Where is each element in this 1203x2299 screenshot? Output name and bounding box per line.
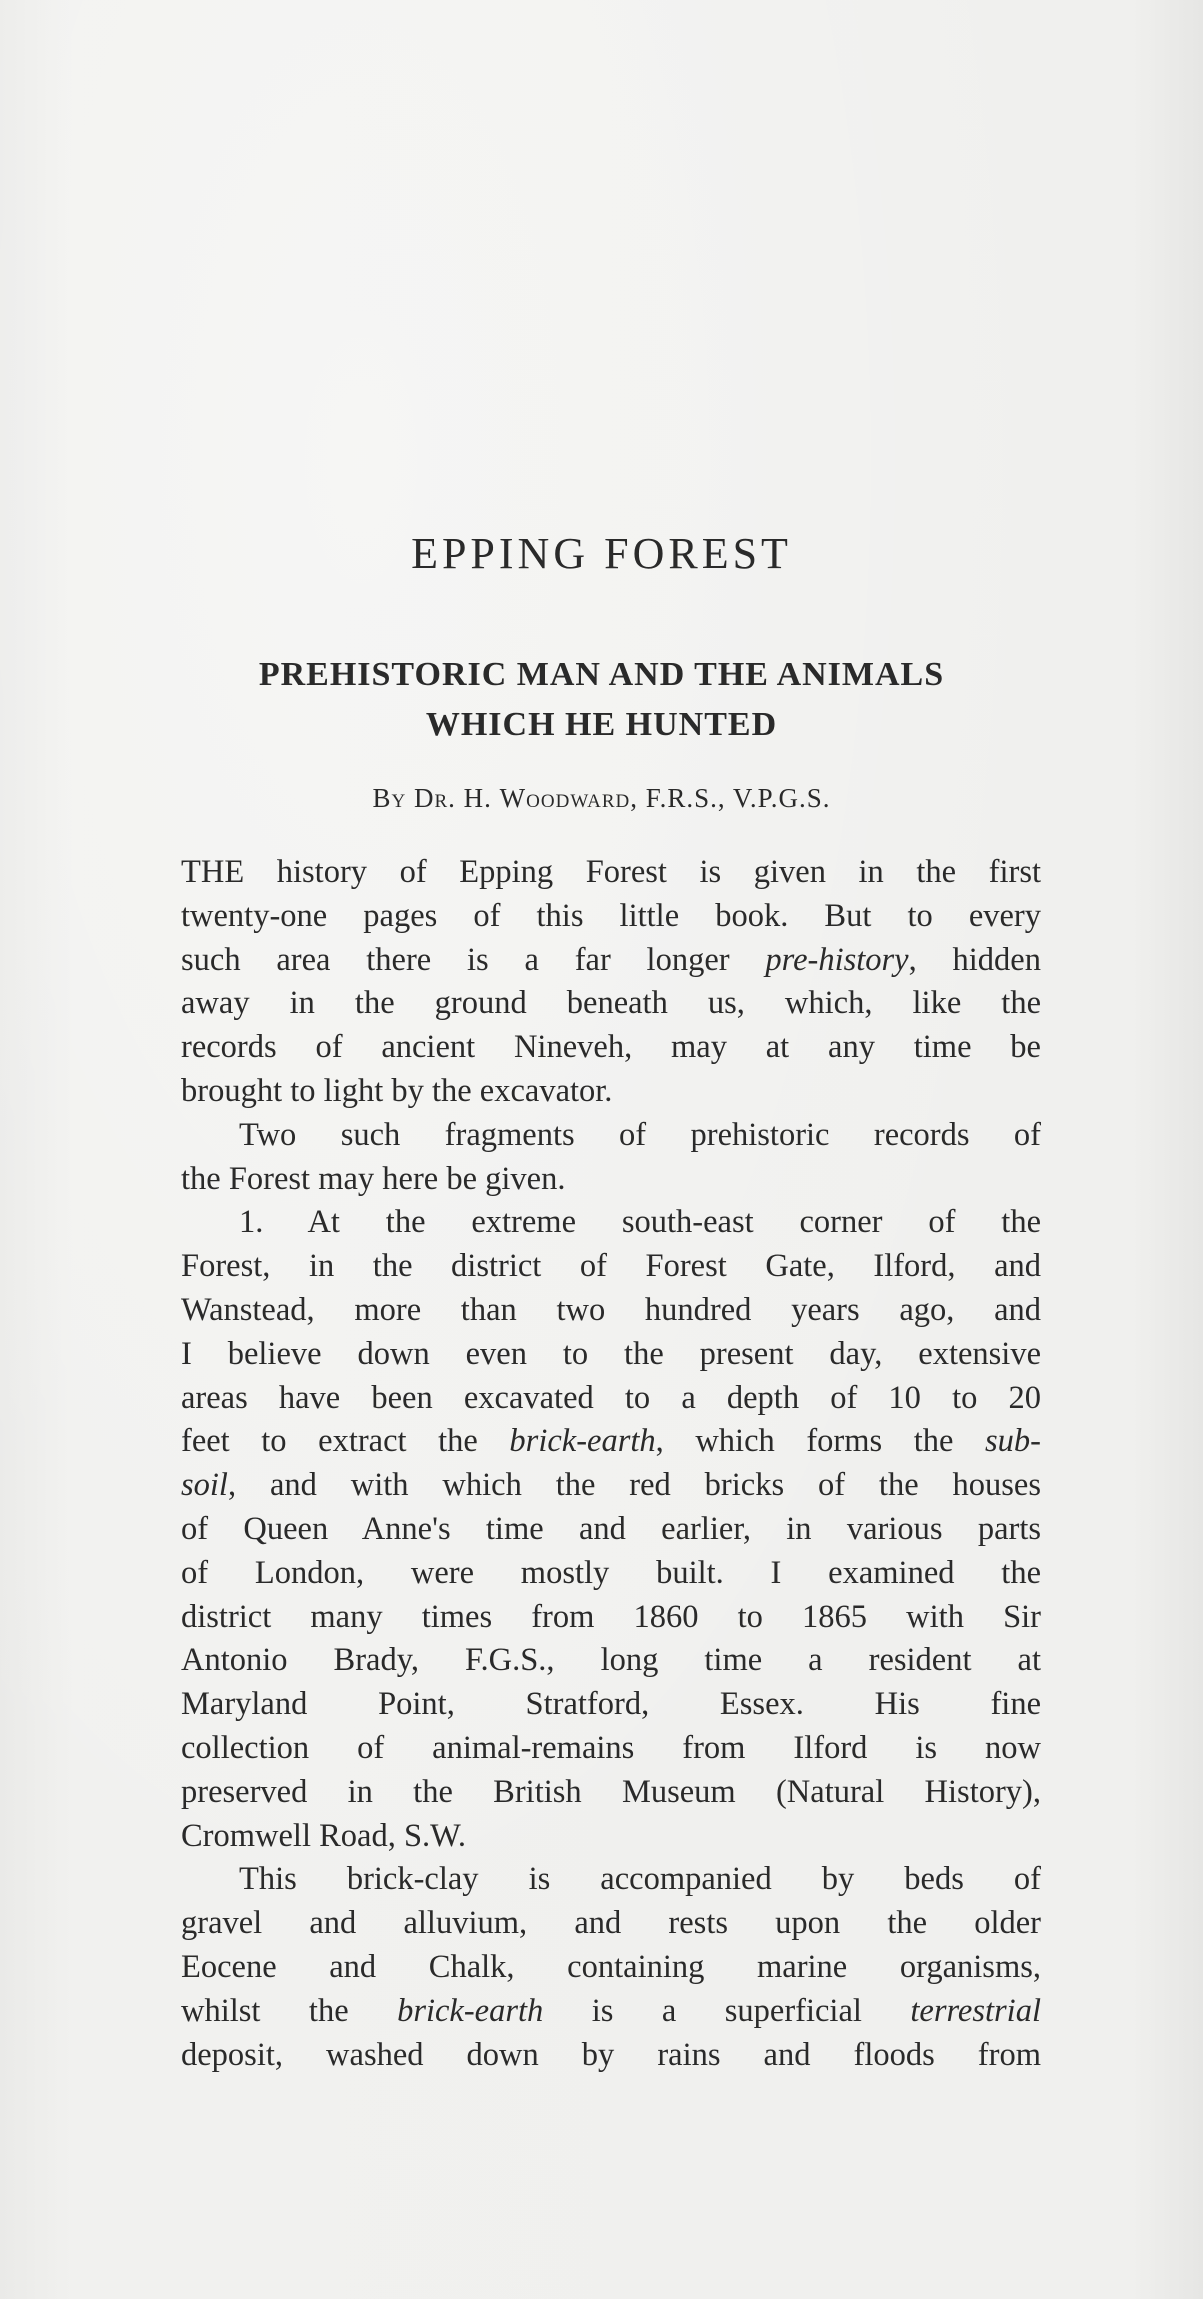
text-run: records of ancient Nineveh, may at any time be: [181, 1029, 1041, 1066]
text-run: Wanstead, more than two hundred years ago, and: [181, 1291, 1041, 1328]
text-run: Forest, in the district of Forest Gate, Ilford, and: [181, 1248, 1041, 1285]
text-run: , hidden: [908, 941, 1041, 978]
text-line: [181, 1639, 1041, 1683]
subtitle-line-1: PREHISTORIC MAN AND THE ANIMALS: [258, 656, 945, 693]
text-run: such area there is a far longer: [181, 941, 766, 978]
text-run: Maryland Point, Stratford, Essex. His fine: [181, 1686, 1041, 1723]
text-run: , which forms the: [655, 1423, 986, 1460]
text-line: [181, 1552, 1041, 1596]
text-line: [181, 1201, 1041, 1245]
author-byline: [0, 783, 1203, 814]
body-text: [181, 851, 1041, 2077]
text-run: Two such fragments of prehistoric records of: [239, 1116, 1041, 1153]
text-line: [181, 939, 1041, 983]
text-line: [181, 1771, 1041, 1815]
text-line: [181, 895, 1041, 939]
text-run: This brick-clay is accompanied by beds of: [239, 1861, 1041, 1898]
text-run: areas have been excavated to a depth of 10 to 20: [181, 1379, 1041, 1416]
italic-run: pre-history: [765, 941, 909, 978]
byline-credentials: , F.R.S., V.P.G.S.: [630, 783, 831, 813]
text-line: [181, 1377, 1041, 1421]
text-run: , and with which the red bricks of the houses: [227, 1467, 1041, 1504]
text-line: [181, 1289, 1041, 1333]
text-line: [181, 1114, 1041, 1158]
text-run: Eocene and Chalk, containing marine organisms,: [181, 1948, 1041, 1985]
text-line: [181, 1070, 1041, 1114]
italic-run: brick-earth: [509, 1423, 656, 1460]
text-run: away in the ground beneath us, which, like the: [181, 985, 1041, 1022]
text-line: [181, 2034, 1041, 2078]
text-run: I believe down even to the present day, extensive: [181, 1335, 1041, 1372]
text-run: of Queen Anne's time and earlier, in various parts: [181, 1510, 1041, 1547]
text-run: the Forest may here be given.: [181, 1160, 566, 1197]
byline-title: Dr.: [414, 783, 456, 813]
italic-run: terrestrial: [910, 1992, 1041, 2029]
text-run: collection of animal-remains from Ilford is now: [181, 1729, 1041, 1766]
paragraph: [181, 1858, 1041, 2077]
text-line: [181, 1727, 1041, 1771]
paragraph: [181, 1201, 1041, 1858]
paragraph: [181, 851, 1041, 1114]
italic-run: brick-earth: [397, 1992, 544, 2029]
byline-name: Woodward: [499, 783, 631, 813]
text-line: [181, 1464, 1041, 1508]
text-run: of London, were mostly built. I examined the: [181, 1554, 1041, 1591]
text-line: [181, 1946, 1041, 1990]
text-run: Antonio Brady, F.G.S., long time a resident at: [181, 1642, 1041, 1679]
byline-initial: H.: [455, 783, 500, 813]
paragraph: [181, 1114, 1041, 1202]
text-run: feet to extract the: [181, 1423, 510, 1460]
text-run: deposit, washed down by rains and floods from: [181, 2036, 1041, 2073]
text-line: [181, 1902, 1041, 1946]
text-line: [181, 982, 1041, 1026]
text-line: [181, 1158, 1041, 1202]
text-line: [181, 1333, 1041, 1377]
text-run: whilst the: [181, 1992, 398, 2029]
text-line: [181, 1596, 1041, 1640]
italic-run: soil: [181, 1467, 228, 1504]
text-run: district many times from 1860 to 1865 with Sir: [181, 1598, 1041, 1635]
text-line: [181, 1858, 1041, 1902]
text-line: [181, 1815, 1041, 1859]
text-run: brought to light by the excavator.: [181, 1072, 613, 1109]
italic-run: sub-: [985, 1423, 1042, 1460]
text-line: [181, 1508, 1041, 1552]
chapter-subtitle: [150, 650, 1053, 750]
text-run: is a superficial: [543, 1992, 911, 2029]
text-run: preserved in the British Museum (Natural History),: [181, 1773, 1041, 1810]
text-line: [181, 1420, 1041, 1464]
text-line: [181, 1990, 1041, 2034]
text-run: gravel and alluvium, and rests upon the older: [181, 1905, 1041, 1942]
text-run: 1. At the extreme south-east corner of the: [239, 1204, 1041, 1241]
text-line: [181, 851, 1041, 895]
text-run: twenty-one pages of this little book. But to every: [181, 897, 1041, 934]
text-run: Cromwell Road, S.W.: [181, 1817, 466, 1854]
byline-by: By: [372, 783, 407, 813]
subtitle-line-2: WHICH HE HUNTED: [425, 706, 778, 743]
text-line: [181, 1026, 1041, 1070]
text-line: [181, 1245, 1041, 1289]
chapter-title: EPPING FOREST: [411, 529, 792, 578]
text-run: THE: [181, 854, 245, 890]
text-line: [181, 1683, 1041, 1727]
text-run: history of Epping Forest is given in the first: [244, 854, 1041, 890]
